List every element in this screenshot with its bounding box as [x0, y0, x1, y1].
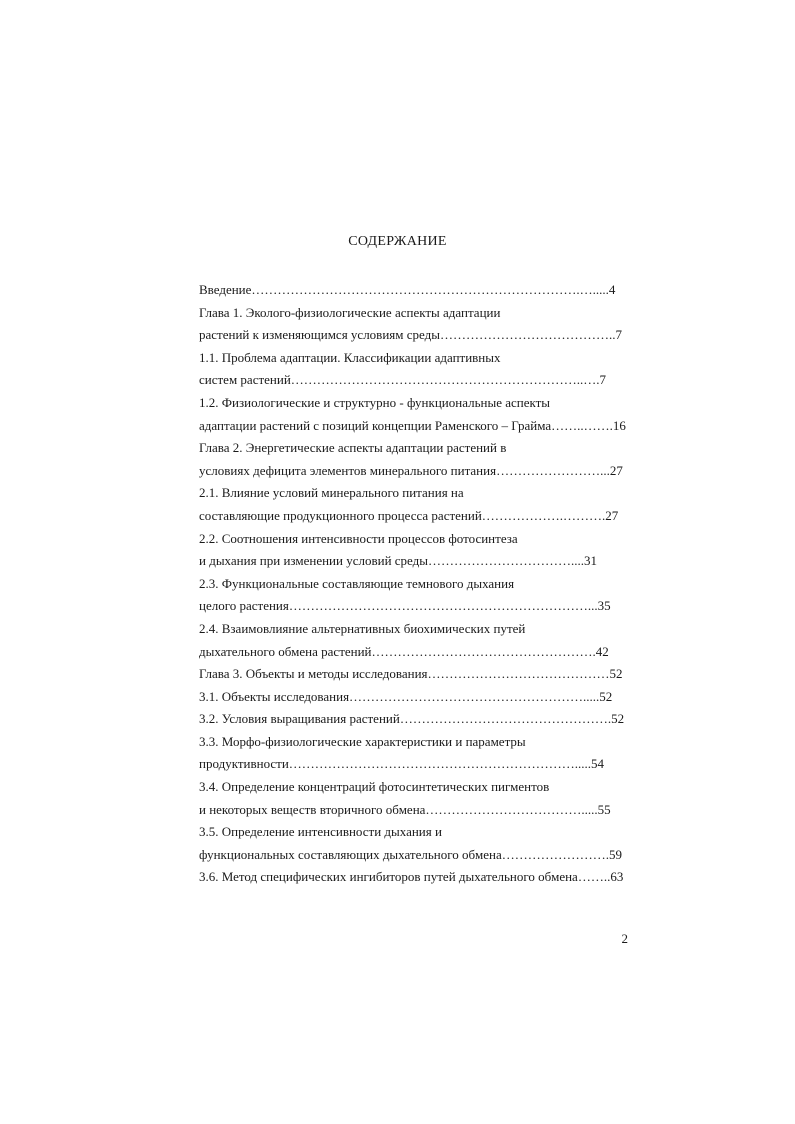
toc-line: адаптации растений с позиций концепции Раменского – Грайма……..…….16 — [199, 417, 626, 433]
toc-line: растений к изменяющимся условиям среды…………………………………..7 — [199, 327, 622, 343]
page-title: СОДЕРЖАНИЕ — [348, 234, 447, 249]
toc-line: Глава 1. Эколого-физиологические аспекты адаптации — [199, 304, 501, 320]
toc-line: 2.2. Соотношения интенсивности процессов фотосинтеза — [199, 530, 518, 546]
toc-line: целого растения……………………………………………………………...35 — [199, 598, 611, 614]
toc-line: систем растений…………………………………………………………..….7 — [199, 372, 607, 388]
toc-line: 2.1. Влияние условий минерального питания на — [199, 485, 464, 501]
toc-line: составляющие продукционного процесса растений……………….……….27 — [199, 507, 619, 523]
toc-line: 1.1. Проблема адаптации. Классификации адаптивных — [199, 349, 501, 365]
toc-line: 3.5. Определение интенсивности дыхания и — [199, 824, 442, 840]
toc-line: 2.4. Взаимовлияние альтернативных биохимических путей — [199, 620, 526, 636]
toc-line: 3.3. Морфо-физиологические характеристики и параметры — [199, 733, 526, 749]
toc-line: функциональных составляющих дыхательного обмена…………………….59 — [199, 846, 622, 862]
toc-line: Введение………………………………………………………………….….....4 — [199, 282, 616, 297]
table-of-contents — [199, 279, 627, 889]
toc-line: и дыхания при изменении условий среды……………………………....31 — [199, 553, 597, 569]
toc-line: Глава 2. Энергетические аспекты адаптации растений в — [199, 440, 507, 456]
toc-line: дыхательного обмена растений…………………………………………….42 — [199, 643, 609, 659]
toc-line: 3.2. Условия выращивания растений………………………………………….52 — [199, 711, 625, 727]
toc-line: 1.2. Физиологические и структурно - функциональные аспекты — [199, 394, 551, 410]
toc-line: и некоторых веществ вторичного обмена……………………………….....55 — [199, 801, 611, 817]
toc-line: условиях дефицита элементов минерального питания……………………...27 — [199, 462, 623, 478]
toc-line: 2.3. Функциональные составляющие темнового дыхания — [199, 575, 515, 591]
toc-line: 3.4. Определение концентраций фотосинтетических пигментов — [199, 779, 550, 795]
toc-line: продуктивности………………………………………………………….....54 — [199, 756, 605, 772]
toc-line: 3.1. Объекты исследования……………………………………………….....52 — [199, 688, 613, 704]
toc-line: Глава 3. Объекты и методы исследования……………………………………52 — [199, 666, 623, 682]
page-number: 2 — [621, 931, 628, 946]
toc-line: 3.6. Метод специфических ингибиторов путей дыхательного обмена……..63 — [199, 869, 624, 885]
